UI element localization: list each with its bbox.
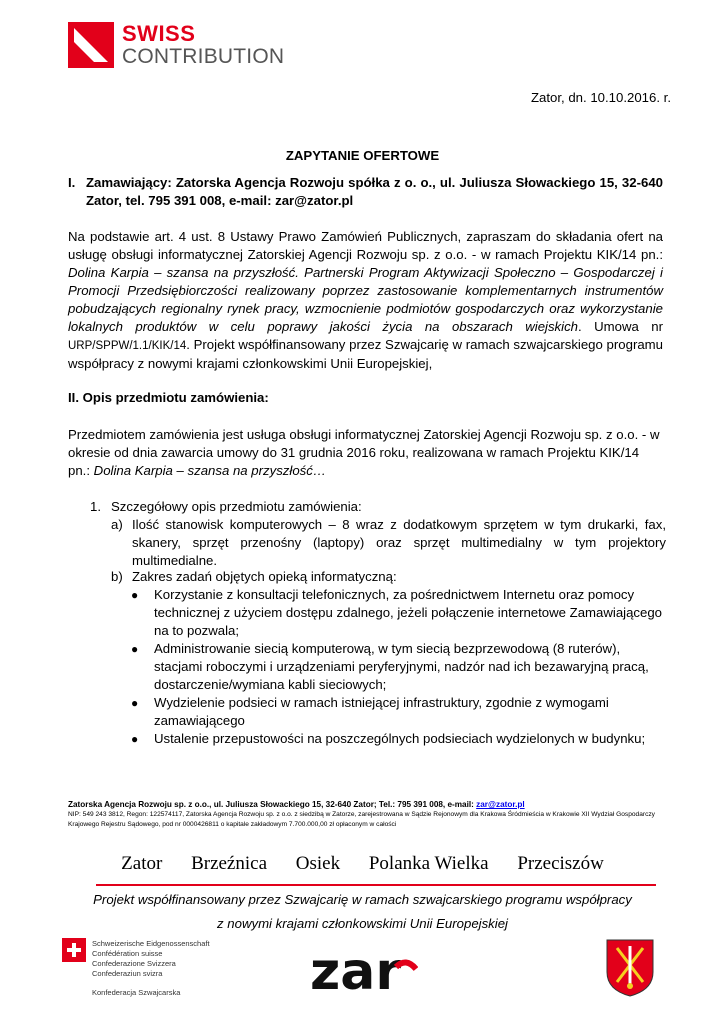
town-name: Osiek: [295, 853, 341, 874]
swiss-logo-square: [68, 22, 114, 68]
list-item-1-text: Szczegółowy opis przedmiotu zamówienia:: [111, 499, 362, 514]
subject-paragraph: [68, 426, 663, 480]
bullet-text: Wydzielenie podsieci w ramach istniejącej infrastruktury, zgodnie z wymogami zamawiającego: [154, 695, 609, 728]
intro-part3: . Projekt współfinansowany przez Szwajcarię w ramach szwajcarskiego programu współpracy z nowymi krajami członkowskimi Unii Europejskiej,: [68, 337, 663, 371]
confederation-names: [92, 939, 210, 979]
section-1: [68, 174, 663, 210]
intro-part2: . Umowa nr: [578, 319, 663, 334]
town-name: Brzeźnica: [191, 853, 268, 874]
town-name: Zator: [121, 853, 163, 874]
list-item: [131, 694, 666, 730]
town-name: Polanka Wielka: [368, 853, 489, 874]
bullet-text: Ustalenie przepustowości na poszczególnych podsieciach wydzielonych w budynku;: [154, 731, 646, 746]
sub-item-a-marker: a): [111, 517, 123, 532]
bullet-icon: ●: [131, 642, 139, 656]
bullet-icon: ●: [131, 732, 139, 746]
intro-project-name: Dolina Karpia – szansa na przyszłość. Partnerski Program Aktywizacji Społeczno – Gospodarczej i Promocji Przedsiębiorczości realizowany poprzez zastosowanie komplementarnych instrumentów pobudzających regionalny rynek pracy, wzmocnienie podmiotów gospodarczych oraz wykorzystanie lokalnych produktów w celu poprawy jakości życia na obszarach wiejskich: [68, 265, 663, 334]
footer-address-text: Zatorska Agencja Rozwoju sp. z o.o., ul. Juliusza Słowackiego 15, 32-640 Zator; Tel.: 795 391 008, e-mail:: [68, 800, 477, 809]
subject-project-name: Dolina Karpia – szansa na przyszłość…: [93, 463, 327, 478]
section-1-text: Zamawiający: Zatorska Agencja Rozwoju spółka z o. o., ul. Juliusza Słowackiego 15, 32-640 Zator, tel. 795 391 008, e-mail: zar@zator.pl: [86, 175, 663, 208]
section-2-heading: II. Opis przedmiotu zamówienia:: [68, 390, 269, 405]
swiss-contribution-logo: [68, 21, 285, 70]
sub-item-a: [111, 516, 666, 570]
logo-line1: SWISS: [122, 21, 196, 46]
list-item: [131, 640, 666, 694]
intro-part1: Na podstawie art. 4 ust. 8 Ustawy Prawo Zamówień Publicznych, zapraszam do składania ofert na usługę obsługi informatycznej Zatorskiej Agencji Rozwoju sp. z o.o. - w ramach Projektu KIK/14 pn.:: [68, 229, 663, 262]
bullet-text: Administrowanie siecią komputerową, w tym siecią bezprzewodową (8 ruterów), stacjami roboczymi i urządzeniami peryferyjnymi, nadzór nad ich bezawaryjną pracą, dostarczenie/wymiana kabli sieciowych;: [154, 641, 649, 692]
sub-item-b-text: Zakres zadań objętych opieką informatyczną:: [132, 569, 397, 584]
towns-row: [0, 853, 725, 875]
confederation-line: Confédération suisse: [92, 949, 163, 958]
confederation-line: Schweizerische Eidgenossenschaft: [92, 939, 210, 948]
sub-item-a-text: Ilość stanowisk komputerowych – 8 wraz z dodatkowym sprzętem w tym drukarki, fax, skanery, sprzęt przenośny (laptopy) oraz sprzęt multimedialny w tym projektory multimedialne.: [132, 517, 666, 568]
bullet-icon: ●: [131, 588, 139, 602]
bullet-text: Korzystanie z konsultacji telefonicznych, za pośrednictwem Internetu oraz pomocy technicznej z użyciem dostępu zdalnego, jeżeli połączenie internetowe Zamawiającego na to pozwala;: [154, 587, 663, 638]
coat-of-arms-icon: [605, 938, 655, 998]
zar-logo-text: zar: [310, 945, 401, 1002]
confederation-polish-name: Konfederacja Szwajcarska: [92, 988, 181, 997]
confederation-line: Confederaziun svizra: [92, 969, 163, 978]
red-divider: [96, 884, 656, 886]
document-date: Zator, dn. 10.10.2016. r.: [530, 90, 671, 105]
footer-registration: NIP: 549 243 3812, Regon: 122574117, Zatorska Agencja Rozwoju sp. z o.o. z siedzibą w Zatorze, zarejestrowana w Sądzie Rejonowym dla Krakowa Śródmieścia w Krakowie XII Wydział Gospodarczy Krajowego Rejestru Sądowego, pod nr 0000426811 o kapitale zakładowym 7.700.000,00 zł opłaconym w całości: [68, 811, 655, 828]
zar-logo: [308, 945, 418, 1005]
sub-item-b: [111, 568, 666, 586]
logo-line2: CONTRIBUTION: [122, 45, 285, 68]
list-item: [131, 730, 666, 748]
intro-paragraph: [68, 228, 663, 373]
sub-item-b-marker: b): [111, 569, 123, 584]
subject-part1: Przedmiotem zamówienia jest usługa obsługi informatycznej Zatorskiej Agencji Rozwoju sp. z o.o. - w okresie od dnia zawarcia umowy do 31 grudnia 2016 roku, realizowana w ramach Projektu KIK/14 pn.:: [68, 427, 660, 478]
list-item: [131, 586, 666, 640]
list-item-1: [90, 498, 665, 516]
list-item-1-marker: 1.: [90, 499, 101, 514]
bullet-icon: ●: [131, 696, 139, 710]
document-title: ZAPYTANIE OFERTOWE: [285, 148, 440, 163]
town-name: Przeciszów: [517, 853, 604, 874]
project-note-line1: Projekt współfinansowany przez Szwajcarię w ramach szwajcarskiego programu współpracy: [93, 892, 632, 907]
footer-address: [68, 799, 668, 810]
footer-email-link[interactable]: zar@zator.pl: [476, 800, 525, 809]
bullet-list: [131, 586, 666, 748]
confederation-line: Confederazione Svizzera: [92, 959, 176, 968]
intro-contract-number: URP/SPPW/1.1/KIK/14: [68, 340, 187, 352]
project-note-line2: z nowymi krajami członkowskimi Unii Europejskiej: [217, 916, 508, 931]
swiss-cross-icon: [62, 938, 86, 962]
section-1-number: I.: [68, 175, 76, 190]
